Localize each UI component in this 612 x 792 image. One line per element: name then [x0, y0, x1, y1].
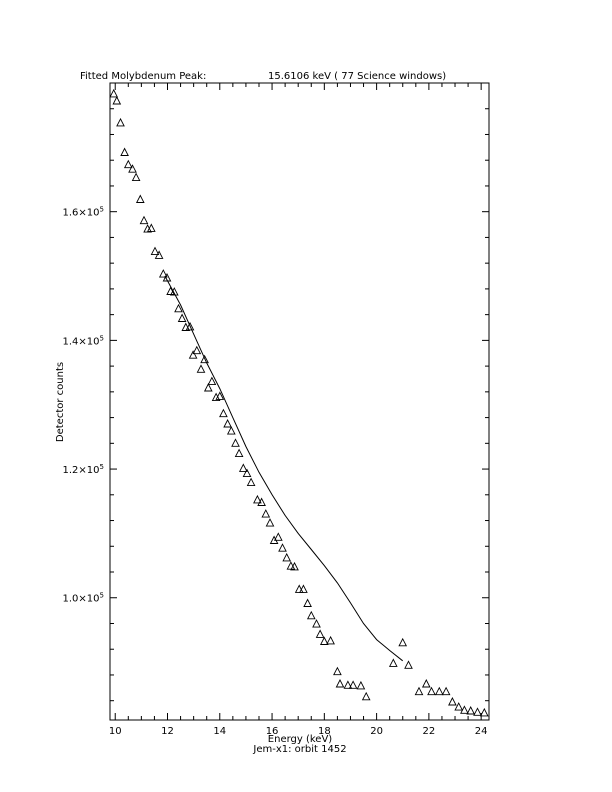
data-point — [334, 668, 341, 675]
data-point — [428, 688, 435, 695]
data-point — [228, 427, 235, 434]
data-point — [121, 149, 128, 156]
x-tick-label: 16 — [265, 726, 279, 737]
data-point — [266, 519, 273, 526]
data-point — [117, 119, 124, 126]
data-point — [133, 174, 140, 181]
x-tick-label: 22 — [422, 726, 436, 737]
data-point — [436, 688, 443, 695]
plot-frame — [110, 83, 489, 720]
data-point — [283, 554, 290, 561]
data-point — [240, 464, 247, 471]
chart-title-right: 15.6106 keV ( 77 Science windows) — [268, 71, 447, 82]
data-point — [129, 165, 136, 172]
data-point — [399, 639, 406, 646]
data-point — [220, 410, 227, 417]
data-point — [336, 680, 343, 687]
data-point — [197, 365, 204, 372]
data-point — [140, 217, 147, 224]
data-point — [423, 680, 430, 687]
data-point — [390, 659, 397, 666]
y-tick-label: $1.6\times 10^5$ — [62, 205, 104, 219]
data-point — [481, 709, 488, 716]
x-tick-label: 24 — [474, 726, 488, 737]
data-point — [363, 693, 370, 700]
data-point — [224, 420, 231, 427]
data-point — [327, 637, 334, 644]
data-point — [113, 97, 120, 104]
y-tick-label: $1.0\times 10^5$ — [62, 591, 104, 605]
data-point — [415, 688, 422, 695]
data-point — [279, 544, 286, 551]
y-tick-label: $1.4\times 10^5$ — [62, 334, 104, 348]
data-point — [137, 196, 144, 203]
data-point — [308, 612, 315, 619]
data-point — [236, 450, 243, 457]
data-point — [449, 698, 456, 705]
x-tick-label: 14 — [213, 726, 227, 737]
fit-line — [165, 276, 403, 661]
data-point — [443, 688, 450, 695]
data-point — [262, 510, 269, 517]
data-point — [313, 620, 320, 627]
axis-ticks — [110, 83, 489, 720]
footer-label: Jem-x1: orbit 1452 — [253, 744, 347, 755]
data-point — [455, 703, 462, 710]
y-tick-label: $1.2\times 10^5$ — [62, 463, 104, 477]
data-markers — [110, 90, 488, 716]
x-tick-label: 10 — [108, 726, 122, 737]
chart-title-left: Fitted Molybdenum Peak: — [80, 71, 207, 82]
data-point — [304, 600, 311, 607]
data-point — [179, 315, 186, 322]
data-point — [248, 479, 255, 486]
data-point — [317, 630, 324, 637]
data-point — [474, 708, 481, 715]
data-point — [405, 661, 412, 668]
axis-tick-labels — [63, 206, 488, 737]
data-point — [357, 682, 364, 689]
x-axis-label: Energy (keV) — [267, 734, 333, 745]
x-tick-label: 20 — [370, 726, 383, 737]
y-axis-label: Detector counts — [55, 361, 66, 443]
x-tick-label: 12 — [161, 726, 174, 737]
data-point — [125, 161, 132, 168]
data-point — [110, 90, 117, 97]
x-tick-label: 18 — [317, 726, 331, 737]
data-point — [190, 351, 197, 358]
data-point — [232, 439, 239, 446]
